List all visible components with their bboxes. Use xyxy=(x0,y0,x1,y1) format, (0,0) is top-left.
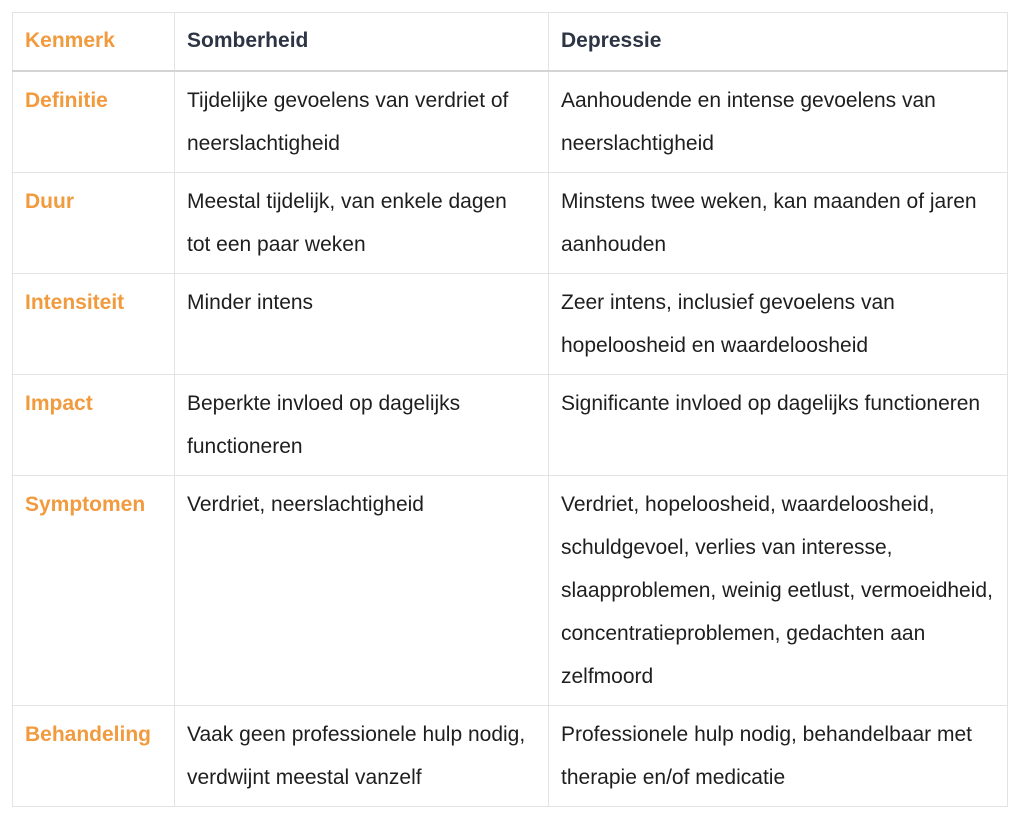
cell-somberheid: Tijdelijke gevoelens van verdriet of neerslachtigheid xyxy=(175,71,549,173)
cell-depressie: Significante invloed op dagelijks functioneren xyxy=(549,374,1008,475)
cell-depressie: Minstens twee weken, kan maanden of jaren aanhouden xyxy=(549,172,1008,273)
row-key-duur: Duur xyxy=(13,172,175,273)
cell-depressie: Professionele hulp nodig, behandelbaar met therapie en/of medicatie xyxy=(549,705,1008,806)
header-somberheid: Somberheid xyxy=(175,13,549,71)
table-row xyxy=(13,374,1008,475)
cell-somberheid: Minder intens xyxy=(175,273,549,374)
cell-somberheid: Beperkte invloed op dagelijks functioneren xyxy=(175,374,549,475)
table-row xyxy=(13,172,1008,273)
header-row xyxy=(13,13,1008,71)
row-key-definitie: Definitie xyxy=(13,71,175,173)
table-row xyxy=(13,273,1008,374)
table-row xyxy=(13,71,1008,173)
table-row xyxy=(13,475,1008,705)
cell-depressie: Aanhoudende en intense gevoelens van neerslachtigheid xyxy=(549,71,1008,173)
table-header xyxy=(13,13,1008,71)
header-kenmerk: Kenmerk xyxy=(13,13,175,71)
cell-somberheid: Meestal tijdelijk, van enkele dagen tot een paar weken xyxy=(175,172,549,273)
comparison-table-container xyxy=(12,12,1007,807)
row-key-behandeling: Behandeling xyxy=(13,705,175,806)
cell-somberheid: Verdriet, neerslachtigheid xyxy=(175,475,549,705)
row-key-impact: Impact xyxy=(13,374,175,475)
row-key-symptomen: Symptomen xyxy=(13,475,175,705)
cell-somberheid: Vaak geen professionele hulp nodig, verdwijnt meestal vanzelf xyxy=(175,705,549,806)
row-key-intensiteit: Intensiteit xyxy=(13,273,175,374)
cell-depressie: Zeer intens, inclusief gevoelens van hopeloosheid en waardeloosheid xyxy=(549,273,1008,374)
cell-depressie: Verdriet, hopeloosheid, waardeloosheid, schuldgevoel, verlies van interesse, slaapproblemen, weinig eetlust, vermoeidheid, concentratieproblemen, gedachten aan zelfmoord xyxy=(549,475,1008,705)
table-row xyxy=(13,705,1008,806)
header-depressie: Depressie xyxy=(549,13,1008,71)
table-body xyxy=(13,71,1008,807)
comparison-table xyxy=(12,12,1008,807)
